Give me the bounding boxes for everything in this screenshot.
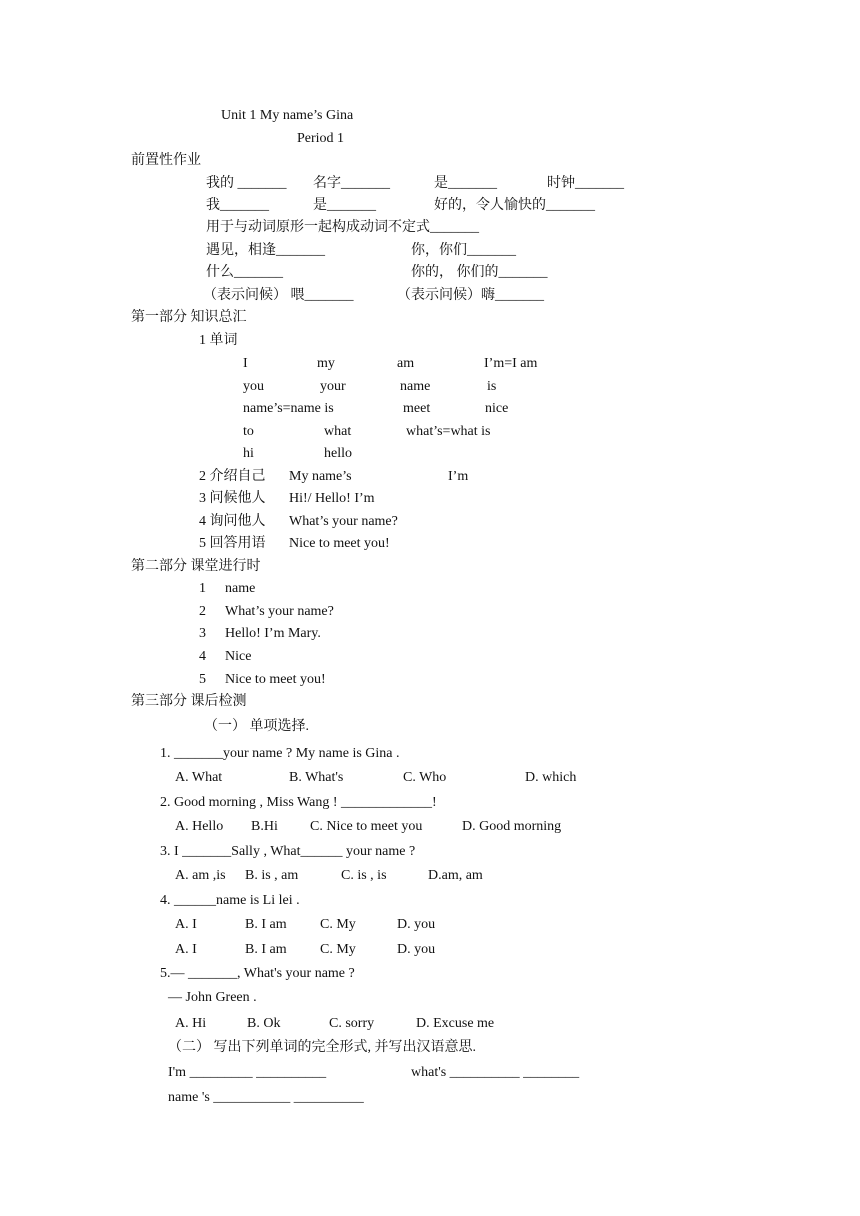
option: C. My (320, 917, 356, 932)
vocab-word: meet (403, 401, 431, 416)
option: C. is , is (341, 868, 387, 883)
part1-item-label: 4 询问他人 (199, 514, 266, 529)
option: C. Nice to meet you (310, 819, 423, 834)
question-text: 3. I _______Sally , What______ your name ? (160, 844, 416, 859)
vocab-word: what (324, 424, 352, 439)
fill-blank: name 's ___________ __________ (168, 1090, 364, 1105)
part2-item-number: 4 (199, 649, 206, 664)
vocab-word: hello (324, 446, 352, 461)
option: C. My (320, 942, 356, 957)
period-label: Period 1 (297, 131, 345, 146)
vocab-word: hi (243, 446, 254, 461)
part2-item-number: 2 (199, 604, 206, 619)
pre-blank: 名字_______ (313, 176, 390, 191)
pre-blank: 你，你们_______ (411, 243, 516, 258)
option: D. Excuse me (416, 1016, 495, 1031)
option: D. Good morning (462, 819, 562, 834)
part2-item-text: Hello! I’m Mary. (225, 626, 321, 641)
pre-blank: 遇见，相逢_______ (206, 243, 325, 258)
vocab-word: what’s=what is (406, 424, 491, 439)
part1-heading: 第一部分 知识总汇 (131, 310, 247, 325)
question-text: 5.— _______, What's your name ? (160, 966, 355, 981)
vocab-word: you (243, 379, 264, 394)
vocab-word: am (397, 356, 415, 371)
option: D. you (397, 942, 436, 957)
page-title: Unit 1 My name’s Gina (221, 108, 354, 123)
option: A. I (175, 942, 197, 957)
vocab-word: name (400, 379, 431, 394)
part3-heading: 第三部分 课后检测 (131, 694, 247, 709)
pre-blank: （表示问候） 喂_______ (203, 288, 354, 303)
option: B. Ok (247, 1016, 281, 1031)
option: B.Hi (251, 819, 278, 834)
part1-item-text: Nice to meet you! (289, 536, 390, 551)
pre-blank: 时钟_______ (547, 176, 624, 191)
part2-item-text: What’s your name? (225, 604, 334, 619)
part2-item-text: Nice to meet you! (225, 672, 326, 687)
pre-blank: 我_______ (206, 198, 269, 213)
vocab-word: I (243, 356, 248, 371)
pre-blank: 我的 _______ (206, 176, 287, 191)
pre-heading: 前置性作业 (131, 153, 201, 168)
option: C. Who (403, 770, 447, 785)
section-heading: （一） 单项选择. (204, 719, 309, 734)
part2-item-number: 1 (199, 581, 206, 596)
option: D. which (525, 770, 577, 785)
option: A. I (175, 917, 197, 932)
pre-blank: 用于与动词原形一起构成动词不定式_______ (206, 220, 479, 235)
option: B. I am (245, 917, 287, 932)
option: D.am, am (428, 868, 483, 883)
question-text: — John Green . (168, 990, 257, 1005)
vocab-word: I’m=I am (484, 356, 538, 371)
question-text: 4. ______name is Li lei . (160, 893, 300, 908)
pre-blank: 什么_______ (206, 265, 283, 280)
part2-item-number: 5 (199, 672, 206, 687)
part1-item-label: 2 介绍自己 (199, 469, 266, 484)
part2-heading: 第二部分 课堂进行时 (131, 559, 261, 574)
option: A. Hi (175, 1016, 207, 1031)
pre-blank: （表示问候）嗨_______ (397, 288, 544, 303)
fill-blank: what's __________ ________ (411, 1065, 580, 1080)
option: D. you (397, 917, 436, 932)
pre-blank: 你的， 你们的_______ (411, 265, 548, 280)
vocab-word: your (320, 379, 346, 394)
vocab-word: my (317, 356, 335, 371)
pre-blank: 是_______ (313, 198, 376, 213)
option: A. am ,is (175, 868, 226, 883)
vocab-word: name’s=name is (243, 401, 334, 416)
part1-subheading: 1 单词 (199, 333, 238, 348)
section-heading: （二） 写出下列单词的完全形式, 并写出汉语意思. (168, 1040, 476, 1055)
option: B. I am (245, 942, 287, 957)
part1-item-text: What’s your name? (289, 514, 398, 529)
part1-item-label: 5 回答用语 (199, 536, 266, 551)
question-text: 2. Good morning , Miss Wang ! _____________! (160, 795, 437, 810)
part2-item-text: Nice (225, 649, 252, 664)
pre-blank: 好的，令人愉快的_______ (434, 198, 595, 213)
part1-item-label: 3 问候他人 (199, 491, 266, 506)
part1-item-text: My name’s (289, 469, 352, 484)
vocab-word: is (487, 379, 497, 394)
part2-item-number: 3 (199, 626, 206, 641)
vocab-word: nice (485, 401, 509, 416)
fill-blank: I'm _________ __________ (168, 1065, 327, 1080)
question-text: 1. _______your name ? My name is Gina . (160, 746, 400, 761)
option: C. sorry (329, 1016, 375, 1031)
part2-item-text: name (225, 581, 256, 596)
part1-item-text: I’m (448, 469, 469, 484)
part1-item-text: Hi!/ Hello! I’m (289, 491, 375, 506)
pre-blank: 是_______ (434, 176, 497, 191)
option: A. What (175, 770, 223, 785)
option: A. Hello (175, 819, 224, 834)
vocab-word: to (243, 424, 254, 439)
option: B. What's (289, 770, 344, 785)
option: B. is , am (245, 868, 299, 883)
